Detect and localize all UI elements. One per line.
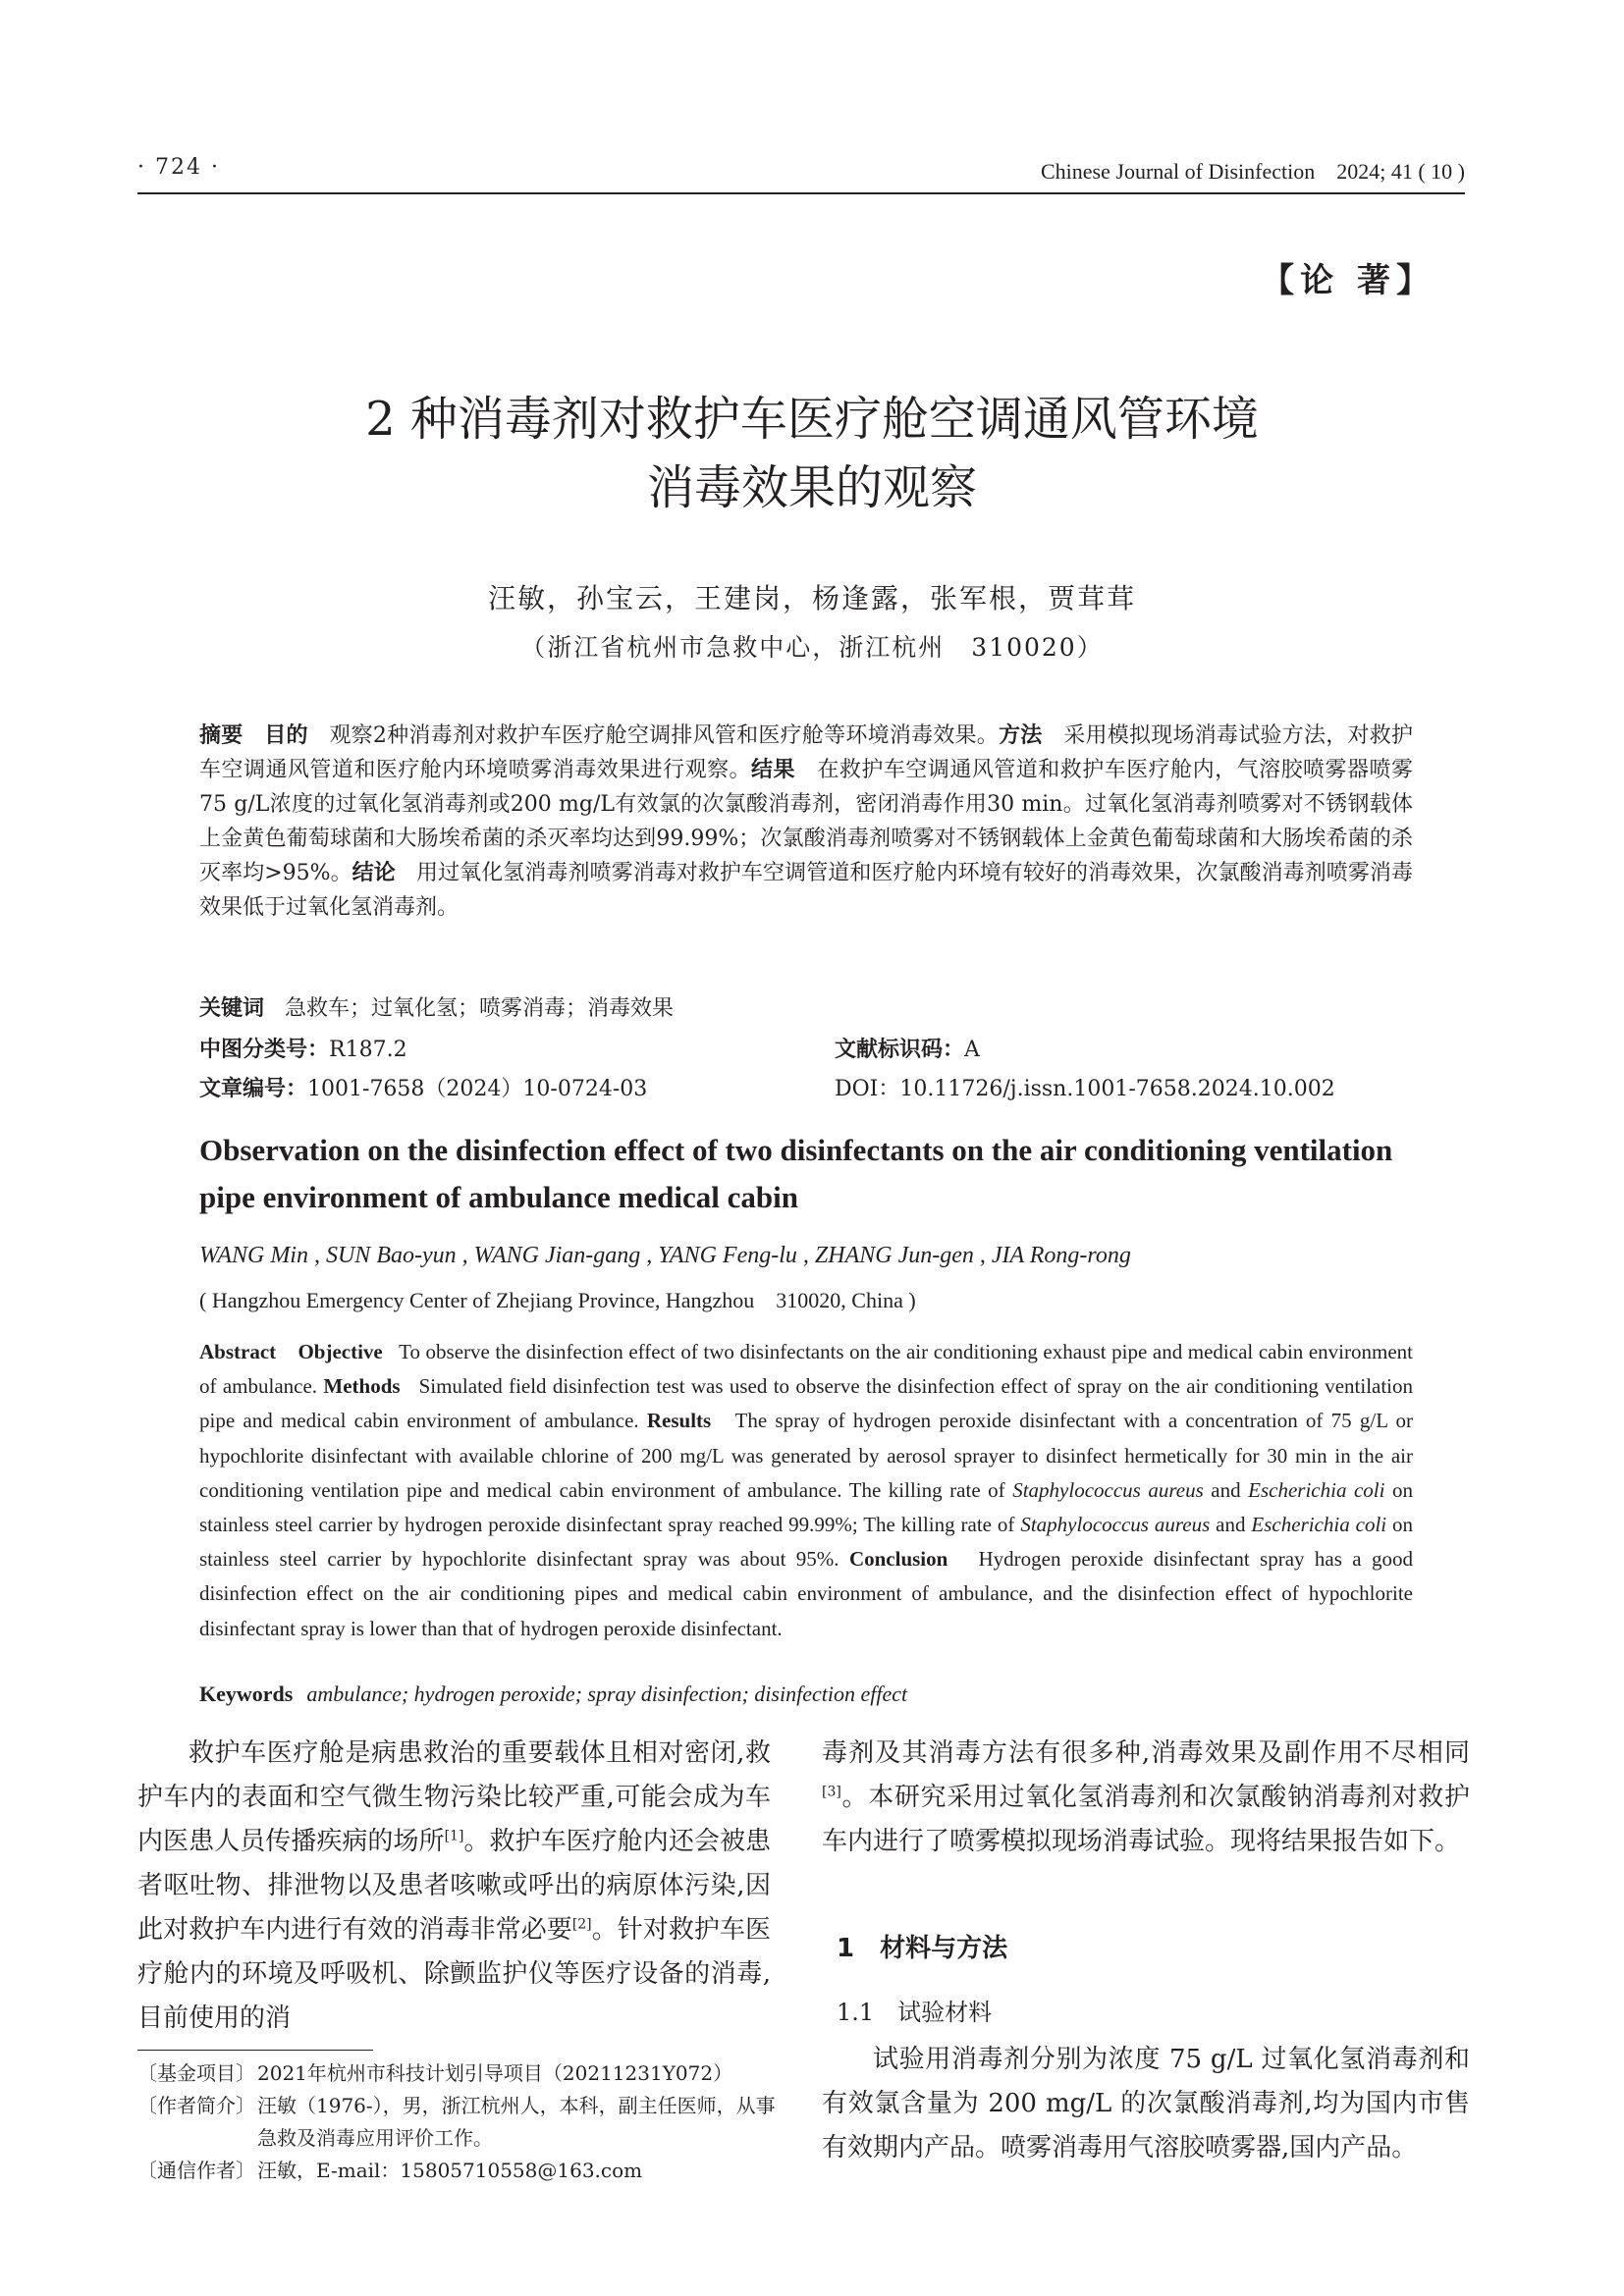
abstract-en: [199, 1335, 1413, 1646]
footnotes: [137, 2057, 785, 2187]
authors-en: WANG Min , SUN Bao-yun , WANG Jian-gang , YANG Feng-lu , ZHANG Jun-gen , JIA Rong-rong: [199, 1243, 1131, 1268]
species-sa-2: Staphylococcus aureus: [1020, 1513, 1211, 1537]
body-right-paragraph-2: 试验用消毒剂分别为浓度 75 g/L 过氧化氢消毒剂和有效氯含量为 200 mg/L 的次氯酸消毒剂,均为国内市售有效期内产品。喷雾消毒用气溶胶喷雾器,国内产品。: [822, 2045, 1470, 2163]
body-left-text-2: 。救护车医疗舱内还会被患者呕吐物、排泄物以及患者咳嗽或呼出的病原体污染,因此对救护车内进行有效的消毒非常必要: [137, 1827, 771, 1945]
abstract-cn: [199, 719, 1413, 925]
title-cn: [0, 385, 1624, 522]
clc-label: 中图分类号：: [199, 1038, 330, 1062]
results-en-label: Results: [646, 1409, 712, 1433]
and-1: and: [1211, 1477, 1241, 1502]
footnote-fund: [137, 2057, 785, 2090]
species-ec-1: Escherichia coli: [1248, 1477, 1385, 1502]
abstract-en-label: Abstract: [199, 1340, 277, 1363]
species-sa-1: Staphylococcus aureus: [1012, 1477, 1204, 1502]
authors-cn: 汪敏，孙宝云，王建岗，杨逢露，张军根，贾茸茸: [487, 582, 1136, 614]
conclusion-en-label: Conclusion: [848, 1547, 948, 1572]
body-left-paragraph: [137, 1732, 771, 2041]
doc-code-label: 文献标识码：: [835, 1038, 965, 1062]
footnote-rule: [137, 2050, 373, 2051]
keywords-cn-label: 关键词: [199, 996, 265, 1021]
document-code: [835, 1033, 980, 1063]
results-cn: 在救护车空调通风管道和救护车医疗舱内，气溶胶喷雾器喷雾75 g/L浓度的过氧化氢消毒剂或200 mg/L有效氯的次氯酸消毒剂，密闭消毒作用30 min。过氧化氢消毒剂喷雾对不锈钢载体上金黄色葡萄球菌和大肠埃希菌的杀灭率均达到99.99%；次氯酸消毒剂喷雾对不锈钢载体上金黄色葡萄球菌和大肠埃希菌的杀灭率均>95%。: [199, 758, 1413, 885]
methods-en-label: Methods: [323, 1374, 401, 1399]
title-en: Observation on the disinfection effect of two disinfectants on the air conditioning ventilation pipe environment of ambulance medical cabin: [199, 1133, 1393, 1214]
abstract-cn-label: 摘要: [199, 723, 244, 748]
affiliation-en: ( Hangzhou Emergency Center of Zhejiang Province, Hangzhou 310020, China ): [199, 1288, 916, 1312]
body-right-text-2: 。本研究采用过氧化氢消毒剂和次氯酸钠消毒剂对救护车内进行了喷雾模拟现场消毒试验。现将结果报告如下。: [822, 1783, 1470, 1856]
article-no-value: 1001-7658（2024）10-0724-03: [307, 1077, 648, 1101]
keywords-en-label: Keywords: [199, 1682, 294, 1706]
author-text: 汪敏（1976-），男，浙江杭州人，本科，副主任医师，从事急救及消毒应用评价工作。: [257, 2094, 776, 2150]
body-right-text-1: 毒剂及其消毒方法有很多种,消毒效果及副作用不尽相同: [822, 1738, 1470, 1768]
body-left-text-3: 。针对救护车医疗舱内的环境及呼吸机、除颤监护仪等医疗设备的消毒,目前使用的消: [137, 1915, 771, 2033]
conclusion-en: Hydrogen peroxide disinfectant spray has a good disinfection effect on the air conditioning pipes and medical cabin environment of ambulance, and the disinfection effect of hypochlorite disinfectant spray is lower than that of hydrogen peroxide disinfectant.: [199, 1547, 1414, 1640]
methods-cn: 采用模拟现场消毒试验方法，对救护车空调通风管道和医疗舱内环境喷雾消毒效果进行观察。: [199, 723, 1413, 782]
methods-cn-label: 方法: [999, 723, 1043, 748]
keywords-cn: [199, 991, 674, 1022]
title-cn-line-1: 2 种消毒剂对救护车医疗舱空调通风管环境: [365, 392, 1259, 447]
keywords-cn-value: 急救车；过氧化氢；喷雾消毒；消毒效果: [285, 996, 675, 1021]
section-heading-1-1: 1.1 试验材料: [837, 1999, 993, 2026]
affiliation-cn: （浙江省杭州市急救中心，浙江杭州 310020）: [520, 633, 1104, 662]
conclusion-cn-label: 结论: [352, 861, 396, 885]
results-en-2: on stainless steel carrier by hydrogen peroxide disinfectant spray reached 99.99%; The killing rate of: [199, 1477, 1413, 1537]
doi: DOI：10.11726/j.issn.1001-7658.2024.10.002: [835, 1077, 1335, 1101]
results-cn-label: 结果: [751, 758, 796, 782]
keywords-en-value: ambulance; hydrogen peroxide; spray disinfection; disinfection effect: [306, 1682, 908, 1706]
citation-3: [3]: [822, 1784, 841, 1800]
footnote-author: [137, 2090, 785, 2155]
objective-en-label: Objective: [298, 1340, 383, 1363]
section-heading-1: 1 材料与方法: [837, 1934, 1008, 1963]
results-en-3: on stainless steel carrier by hypochlorite disinfectant spray was about 95%.: [199, 1513, 1414, 1572]
header-rule: [137, 192, 1465, 194]
section-tag: 【论 著】: [1261, 261, 1435, 300]
clc-value: R187.2: [329, 1038, 407, 1062]
methods-en: Simulated field disinfection test was used to observe the disinfection effect of spray on the air conditioning ventilation pipe and medical cabin environment of ambulance.: [199, 1374, 1414, 1433]
fund-text: 2021年杭州市科技计划引导项目（20211231Y072）: [257, 2061, 733, 2085]
correspondence-label: 〔通信作者〕: [137, 2159, 255, 2182]
objective-cn: 观察2种消毒剂对救护车医疗舱空调排风管和医疗舱等环境消毒效果。: [329, 723, 1000, 748]
page-number: · 724 ·: [137, 155, 220, 180]
objective-en: To observe the disinfection effect of two disinfectants on the air conditioning exhaust pipe and medical cabin environment of ambulance.: [199, 1340, 1414, 1399]
citation-1: [1]: [444, 1828, 464, 1844]
conclusion-cn: 用过氧化氢消毒剂喷雾消毒对救护车空调管道和医疗舱内环境有较好的消毒效果，次氯酸消毒剂喷雾消毒效果低于过氧化氢消毒剂。: [199, 861, 1413, 920]
results-en-1: The spray of hydrogen peroxide disinfectant with a concentration of 75 g/L or hypochlorite disinfectant with available chlorine of 200 mg/L was generated by aerosol sprayer to disinfect hermetically for 30 min in the air conditioning ventilation pipe and medical cabin environment of ambulance. The killing rate of: [199, 1409, 1413, 1502]
article-number: [199, 1072, 647, 1102]
keywords-en: [199, 1682, 907, 1707]
citation-2: [2]: [571, 1916, 592, 1933]
title-cn-line-2: 消毒效果的观察: [646, 460, 977, 515]
objective-cn-label: 目的: [264, 723, 308, 748]
fund-label: 〔基金项目〕: [137, 2061, 255, 2085]
article-no-label: 文章编号：: [199, 1077, 308, 1101]
footnote-correspondence: [137, 2155, 785, 2187]
doc-code-value: A: [964, 1038, 980, 1062]
and-2: and: [1216, 1513, 1246, 1537]
body-right-paragraph-1: [822, 1732, 1470, 1864]
journal-header: Chinese Journal of Disinfection 2024; 41 ( 10 ): [1041, 159, 1465, 184]
author-label: 〔作者简介〕: [137, 2094, 255, 2117]
correspondence-text: 汪敏，E-mail：15805710558@163.com: [257, 2159, 643, 2182]
clc-number: [199, 1033, 407, 1063]
body-left-text-1: 救护车医疗舱是病患救治的重要载体且相对密闭,救护车内的表面和空气微生物污染比较严重,可能会成为车内医患人员传播疾病的场所: [137, 1738, 771, 1856]
species-ec-2: Escherichia coli: [1251, 1513, 1387, 1537]
